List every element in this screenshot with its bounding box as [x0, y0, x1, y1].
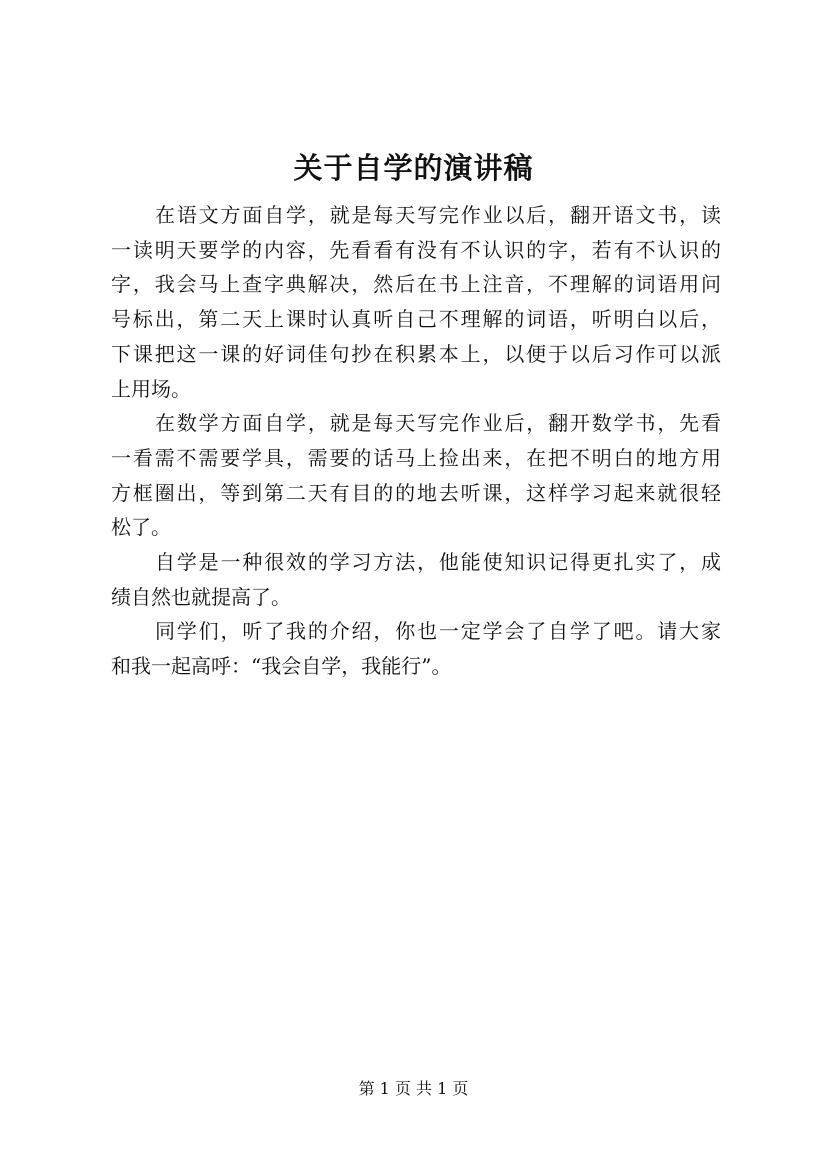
page-number-footer: 第 1 页 共 1 页	[358, 1079, 469, 1098]
paragraph-line: 在数学方面自学，就是每天写完作业后，翻开数学书，先看	[155, 411, 721, 436]
paragraph-line: 自学是一种很效的学习方法，他能使知识记得更扎实了，成	[155, 550, 721, 575]
paragraph-line: 上用场。	[111, 376, 191, 401]
paragraph-line: 方框圈出，等到第二天有目的的地去听课，这样学习起来就很轻	[111, 480, 721, 505]
paragraph-line: 松了。	[111, 515, 171, 540]
document-title: 关于自学的演讲稿	[293, 151, 534, 185]
paragraph-line: 字，我会马上查字典解决，然后在书上注音，不理解的词语用问	[111, 272, 721, 297]
paragraph-closing	[111, 614, 721, 683]
paragraph-line: 和我一起高呼：“我会自学，我能行”。	[111, 654, 452, 679]
paragraph-line: 下课把这一课的好词佳句抄在积累本上，以便于以后习作可以派	[111, 341, 721, 366]
paragraph-math-study	[111, 406, 721, 545]
paragraph-line: 在语文方面自学，就是每天写完作业以后，翻开语文书，读	[155, 203, 721, 227]
document-body	[111, 198, 721, 684]
paragraph-chinese-study	[111, 198, 721, 406]
paragraph-line: 一看需不需要学具，需要的话马上捡出来，在把不明白的地方用	[111, 445, 721, 470]
paragraph-line: 一读明天要学的内容，先看看有没有不认识的字，若有不认识的	[111, 237, 721, 262]
paragraph-line: 同学们，听了我的介绍，你也一定学会了自学了吧。请大家	[155, 619, 721, 644]
paragraph-line: 绩自然也就提高了。	[111, 584, 291, 609]
paragraph-self-study-method	[111, 545, 721, 614]
paragraph-line: 号标出，第二天上课时认真听自己不理解的词语，听明白以后，	[111, 307, 721, 332]
